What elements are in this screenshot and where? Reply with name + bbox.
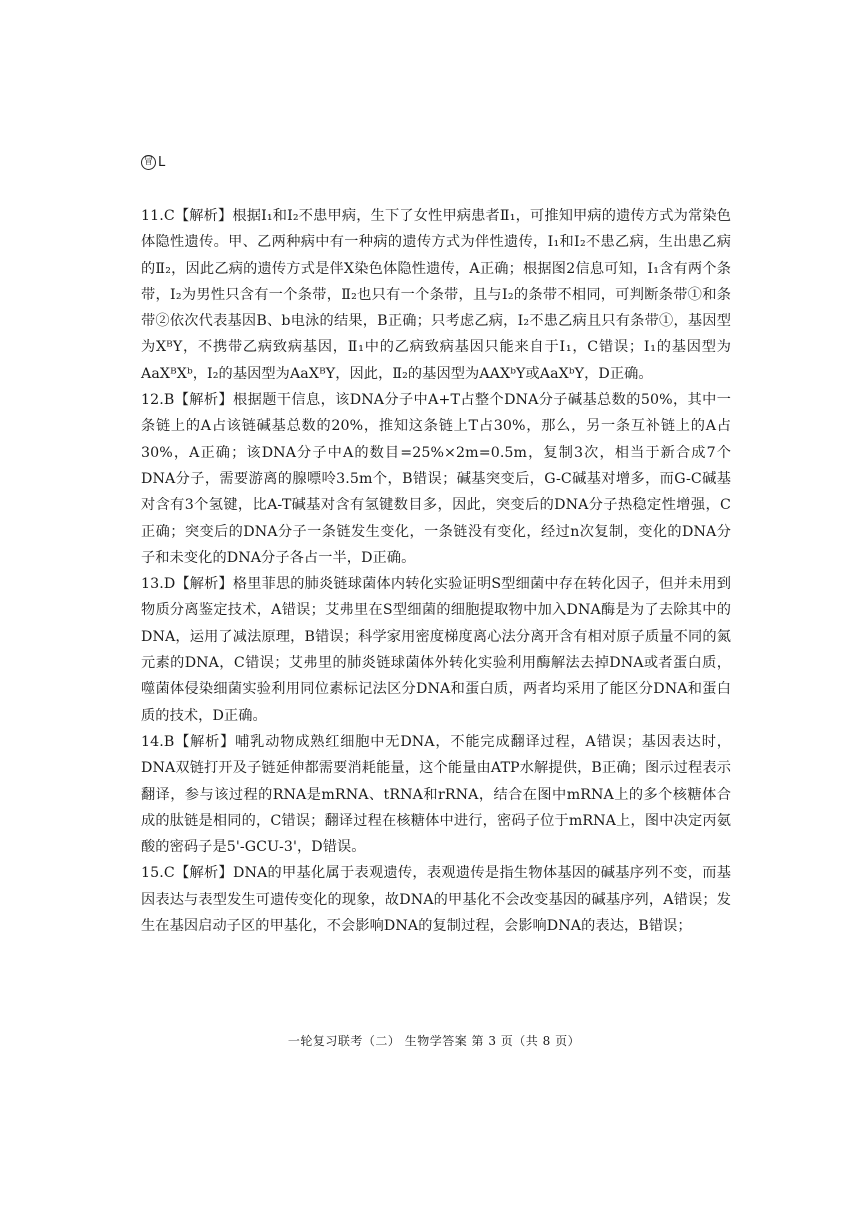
answer-lead: 13.D【解析】 (141, 576, 233, 593)
answer-text: DNA的甲基化属于表观遗传，表观遗传是指生物体基因的碱基序列不变，而基因表达与表型发生可遗传变化的现象，故DNA的甲基化不会改变基因的碱基序列，A错误；发生在基因启动子区的甲基化，不会影响DNA的复制过程，会影响DNA的表达，B错误； (141, 865, 731, 935)
answer-11 (141, 203, 731, 387)
answer-text: 根据Ⅰ₁和Ⅰ₂不患甲病，生下了女性甲病患者Ⅱ₁，可推知甲病的遗传方式为常染色体隐性遗传。甲、乙两种病中有一种病的遗传方式为伴性遗传，Ⅰ₁和Ⅰ₂不患乙病，生出患乙病的Ⅱ₂，因此乙病的遗传方式是伴X染色体隐性遗传，A正确；根据图2信息可知，Ⅰ₁含有两个条带，Ⅰ₂为男性只含有一个条带，Ⅱ₂也只有一个条带，且与Ⅰ₂的条带不相同，可判断条带①和条带②依次代表基因B、b电泳的结果，B正确；只考虑乙病，Ⅰ₂不患乙病且只有条带①，基因型为XᴮY，不携带乙病致病基因，Ⅱ₁中的乙病致病基因只能来自于Ⅰ₁，C错误；Ⅰ₁的基因型为AaXᴮXᵇ，Ⅰ₂的基因型为AaXᴮY，因此，Ⅱ₂的基因型为AAXᵇY或AaXᵇY，D正确。 (141, 208, 732, 382)
page-footer: 一轮复习联考（二） 生物学答案 第 3 页（共 8 页） (287, 1034, 581, 1048)
answer-14 (141, 729, 731, 860)
answer-12 (141, 387, 731, 571)
answer-lead: 15.C【解析】 (141, 865, 233, 882)
answer-lead: 14.B【解析】 (141, 733, 236, 750)
answer-content (141, 203, 731, 939)
answer-text: 格里菲思的肺炎链球菌体内转化实验证明S型细菌中存在转化因子，但并未用到物质分离鉴定技术，A错误；艾弗里在S型细菌的细胞提取物中加入DNA酶是为了去除其中的DNA，运用了减法原理，B错误；科学家用密度梯度离心法分离开含有相对原子质量不同的氮元素的DNA，C错误；艾弗里的肺炎链球菌体外转化实验利用酶解法去掉DNA或者蛋白质，噬菌体侵染细菌实验利用同位素标记法区分DNA和蛋白质，两者均采用了能区分DNA和蛋白质的技术，D正确。 (141, 576, 731, 724)
answer-lead: 11.C【解析】 (141, 208, 233, 224)
answer-lead: 12.B【解析】 (141, 392, 234, 409)
circled-glyph-icon: 冒 (141, 155, 156, 170)
header-mark (141, 155, 165, 170)
answer-13 (141, 571, 731, 729)
answer-text: 哺乳动物成熟红细胞中无DNA，不能完成翻译过程，A错误；基因表达时，DNA双链打开及子链延伸都需要消耗能量，这个能量由ATP水解提供，B正确；图示过程表示翻译，参与该过程的RNA是mRNA、tRNA和rRNA，结合在图中mRNA上的多个核糖体合成的肽链是相同的，C错误；翻译过程在核糖体中进行，密码子位于mRNA上，图中决定丙氨酸的密码子是5'-GCU-3'，D错误。 (141, 733, 731, 856)
answer-15 (141, 860, 731, 939)
answer-text: 根据题干信息，该DNA分子中A+T占整个DNA分子碱基总数的50%，其中一条链上的A占该链碱基总数的20%，推知这条链上T占30%，那么，另一条互补链上的A占30%，A正确；该DNA分子中A的数目=25%×2m=0.5m，复制3次，相当于新合成7个DNA分子，需要游离的腺嘌呤3.5m个，B错误；碱基突变后，G-C碱基对增多，而G-C碱基对含有3个氢键，比A-T碱基对含有氢键数目多，因此，突变后的DNA分子热稳定性增强，C正确；突变后的DNA分子一条链发生变化，一条链没有变化，经过n次复制，变化的DNA分子和未变化的DNA分子各占一半，D正确。 (141, 392, 732, 566)
header-mark-letter: L (158, 155, 166, 170)
